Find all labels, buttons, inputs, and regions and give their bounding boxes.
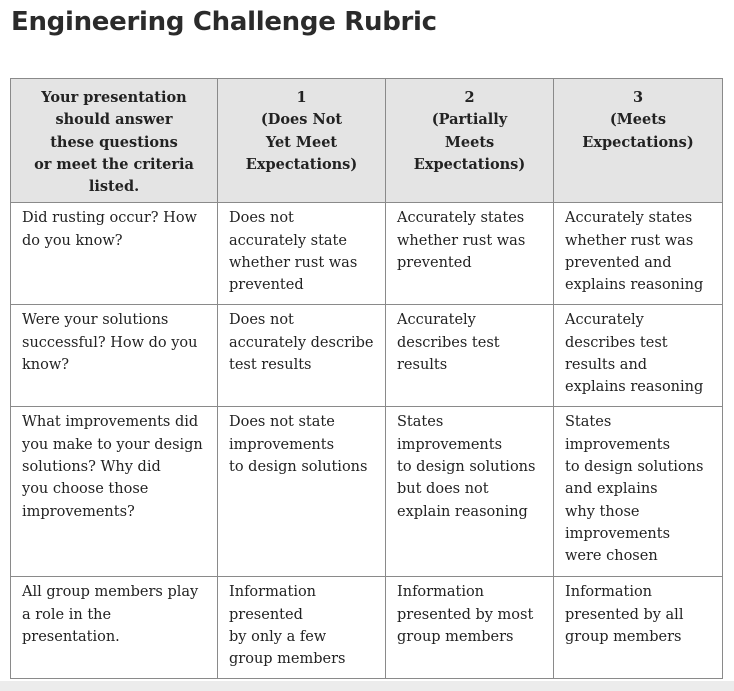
- cell-line: presented: [229, 606, 303, 623]
- cell-line: accurately state: [229, 232, 347, 249]
- cell-line: whether rust was: [229, 255, 358, 272]
- cell-line: you make to your design: [22, 436, 203, 453]
- cell-line: explain reasoning: [397, 503, 528, 520]
- cell-line: improvements: [565, 436, 671, 453]
- cell-line: whether rust was: [565, 232, 694, 249]
- cell-line: Were your solutions: [22, 312, 169, 329]
- criteria-cell: [11, 203, 218, 305]
- cell-line: prevented: [229, 277, 304, 294]
- cell-line: presented by all: [565, 606, 684, 623]
- header-line: 2: [464, 89, 475, 106]
- cell-line: explains reasoning: [565, 277, 704, 294]
- cell-line: by only a few: [229, 629, 327, 646]
- table-row: [11, 577, 723, 679]
- header-cell-score-2: [386, 79, 554, 203]
- cell-line: why those: [565, 503, 640, 520]
- cell-line: successful? How do you: [22, 334, 198, 351]
- criteria-cell: [11, 407, 218, 577]
- rubric-table: [10, 78, 723, 679]
- header-line: (Meets: [609, 111, 667, 129]
- cell-line: to design solutions: [397, 459, 536, 476]
- cell-line: describes test: [397, 334, 500, 351]
- score-3-cell: [554, 407, 723, 577]
- cell-line: to design solutions: [229, 459, 368, 476]
- cell-line: Information: [397, 584, 485, 601]
- cell-line: describes test: [565, 334, 668, 351]
- cell-line: improvements: [397, 436, 503, 453]
- header-cell-score-1: [218, 79, 386, 203]
- cell-line: whether rust was: [397, 232, 526, 249]
- bottom-band: [0, 681, 734, 691]
- header-row: [11, 79, 723, 203]
- table-row: [11, 203, 723, 305]
- header-line: listed.: [88, 178, 140, 196]
- cell-line: presented by most: [397, 606, 534, 623]
- header-line: Your presentation: [41, 89, 187, 106]
- score-3-cell: [554, 577, 723, 679]
- cell-line: a role in the: [22, 606, 112, 623]
- page-title: Engineering Challenge Rubric: [11, 7, 437, 37]
- score-2-cell: [386, 577, 554, 679]
- cell-line: Did rusting occur? How: [22, 210, 197, 227]
- score-2-cell: [386, 305, 554, 407]
- table-row: [11, 305, 723, 407]
- cell-line: States: [565, 414, 612, 431]
- criteria-cell: [11, 577, 218, 679]
- header-cell-criteria: [11, 79, 218, 203]
- header-line: Expectations): [582, 133, 694, 151]
- cell-line: were chosen: [565, 548, 658, 565]
- cell-line: prevented and: [565, 255, 672, 272]
- cell-line: results: [397, 357, 448, 374]
- score-1-cell: [218, 305, 386, 407]
- header-line: 1: [296, 89, 307, 106]
- header-line: Yet Meet: [265, 133, 338, 151]
- header-line: 3: [632, 89, 644, 106]
- cell-line: improvements: [565, 525, 671, 542]
- score-2-cell: [386, 407, 554, 577]
- cell-line: but does not: [397, 481, 489, 498]
- cell-line: you choose those: [22, 481, 149, 498]
- cell-line: group members: [397, 629, 514, 646]
- cell-line: Accurately: [397, 312, 476, 329]
- cell-line: States: [397, 414, 444, 431]
- cell-line: Does not state: [229, 414, 335, 431]
- cell-line: Does not: [229, 312, 294, 329]
- score-1-cell: [218, 577, 386, 679]
- cell-line: Accurately states: [565, 210, 693, 227]
- score-2-cell: [386, 203, 554, 305]
- cell-line: improvements?: [22, 503, 135, 520]
- cell-line: What improvements did: [22, 414, 199, 431]
- cell-line: presentation.: [22, 629, 120, 646]
- cell-line: Does not: [229, 210, 294, 227]
- header-line: Meets: [444, 133, 495, 151]
- cell-line: and explains: [565, 481, 658, 498]
- cell-line: Information: [229, 584, 317, 601]
- cell-line: results and: [565, 357, 648, 374]
- cell-line: accurately describe: [229, 334, 374, 351]
- cell-line: know?: [22, 357, 70, 374]
- cell-line: to design solutions: [565, 459, 704, 476]
- score-1-cell: [218, 203, 386, 305]
- header-cell-score-3: [554, 79, 723, 203]
- score-3-cell: [554, 305, 723, 407]
- cell-line: Accurately states: [397, 210, 525, 227]
- header-line: Expectations): [245, 155, 358, 173]
- cell-line: test results: [229, 357, 312, 374]
- cell-line: Accurately: [565, 312, 644, 329]
- header-line: Expectations): [413, 155, 526, 173]
- cell-line: solutions? Why did: [22, 459, 161, 476]
- table-row: [11, 407, 723, 577]
- score-1-cell: [218, 407, 386, 577]
- cell-line: do you know?: [22, 232, 123, 249]
- header-line: should answer: [55, 111, 173, 129]
- header-line: or meet the criteria: [34, 155, 194, 173]
- cell-line: prevented: [397, 255, 472, 272]
- cell-line: All group members play: [22, 584, 199, 601]
- cell-line: Information: [565, 584, 653, 601]
- cell-line: group members: [565, 629, 682, 646]
- score-3-cell: [554, 203, 723, 305]
- cell-line: explains reasoning: [565, 379, 704, 396]
- cell-line: group members: [229, 651, 346, 668]
- header-line: (Partially: [431, 111, 508, 129]
- cell-line: improvements: [229, 436, 335, 453]
- criteria-cell: [11, 305, 218, 407]
- header-line: these questions: [50, 133, 178, 151]
- header-line: (Does Not: [260, 111, 343, 129]
